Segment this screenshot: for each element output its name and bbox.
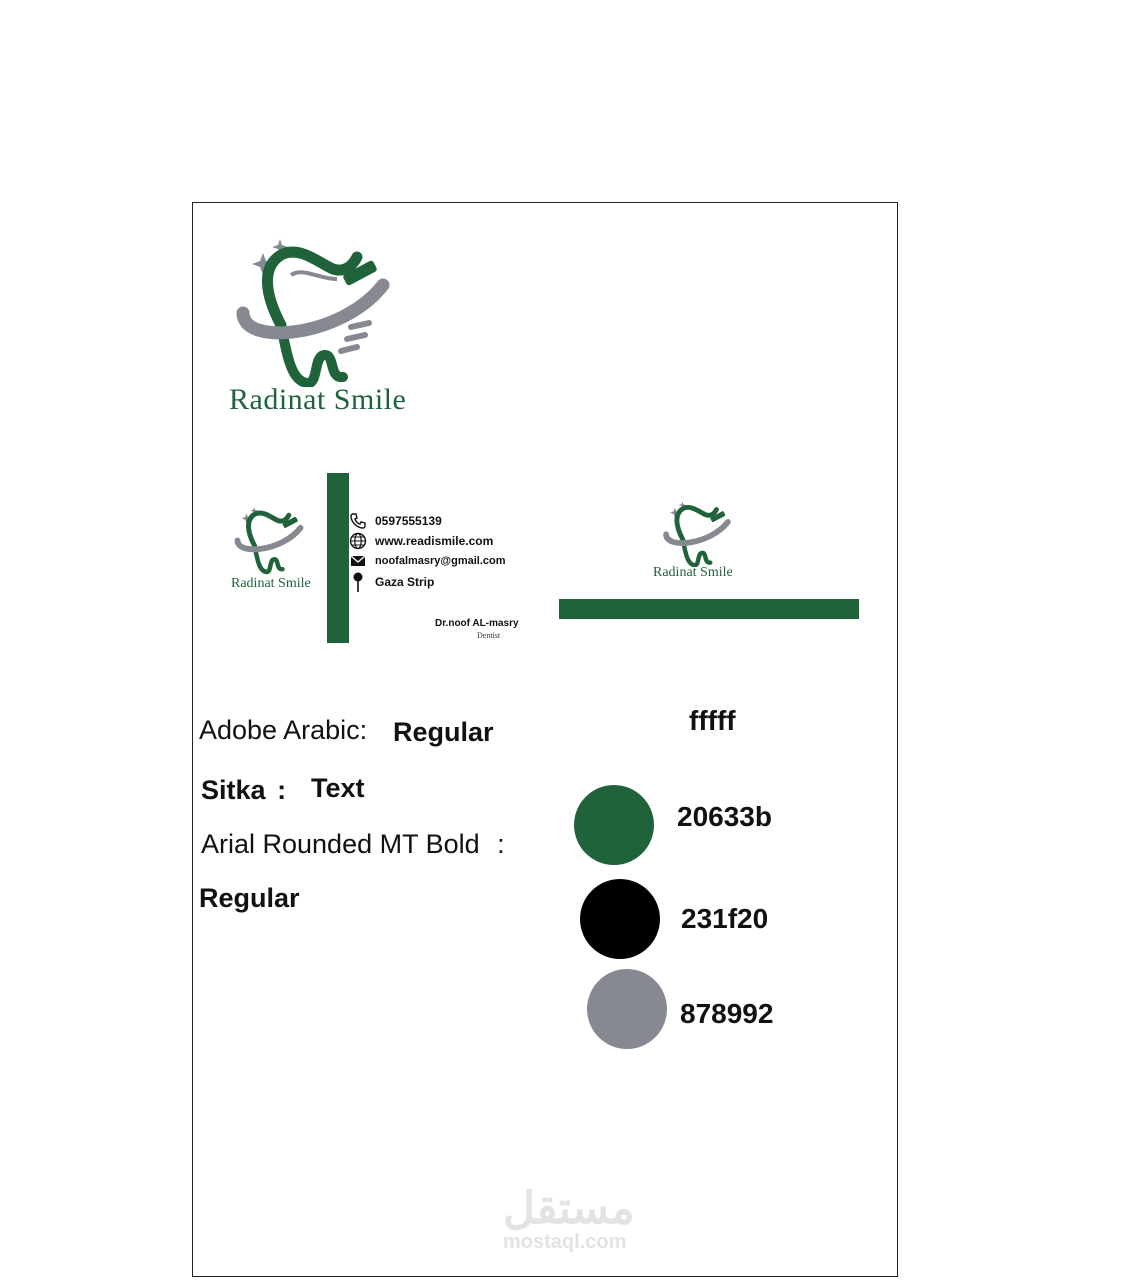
swatch-green	[574, 785, 654, 865]
email-address: noofalmasry@gmail.com	[375, 555, 506, 567]
brand-sheet	[192, 202, 898, 1277]
font-style-text: Text	[311, 773, 365, 803]
contact-website	[349, 531, 506, 551]
phone-number: 0597555139	[375, 514, 442, 528]
card-back-bottom-bar	[559, 599, 859, 619]
swatch-gray	[587, 969, 667, 1049]
person-name: Dr.noof AL-masry	[435, 618, 519, 629]
tooth-toothbrush-logo-icon	[233, 215, 393, 387]
location-pin-icon	[349, 571, 367, 593]
font-name-sitka: Sitka	[201, 775, 266, 805]
person-title: Dentist	[477, 631, 501, 640]
swatch-black	[580, 879, 660, 959]
phone-icon	[349, 512, 367, 530]
watermark-arabic: مستقل	[503, 1184, 635, 1233]
card-brand-name: Radinat Smile	[231, 576, 311, 591]
globe-icon	[349, 532, 367, 550]
tooth-toothbrush-logo-icon	[233, 495, 305, 575]
contact-info	[349, 511, 506, 593]
white-hex-label: fffff	[689, 705, 736, 736]
watermark-url: mostaql.com	[503, 1231, 627, 1253]
hex-label-green: 20633b	[677, 801, 772, 832]
font-style-regular-3: Regular	[199, 883, 300, 913]
location-text: Gaza Strip	[375, 575, 435, 589]
font-line-3: Arial Rounded MT Bold :	[201, 829, 505, 859]
card-back-brand-name: Radinat Smile	[653, 565, 733, 580]
font-line-1: Adobe Arabic:	[199, 715, 368, 745]
contact-location	[349, 571, 506, 593]
contact-phone	[349, 511, 506, 531]
font-line-2: Sitka :	[201, 775, 287, 805]
card-divider-bar	[327, 473, 349, 643]
tooth-toothbrush-logo-icon	[657, 491, 737, 567]
font-name-arial-rounded: Arial Rounded MT Bold	[201, 829, 480, 859]
font-style-regular-1: Regular	[393, 717, 494, 747]
website-url: www.readismile.com	[375, 534, 494, 548]
mail-icon	[349, 552, 367, 570]
contact-email	[349, 551, 506, 571]
hex-label-gray: 878992	[680, 998, 774, 1029]
font-name-adobe-arabic: Adobe Arabic	[199, 715, 360, 745]
hex-label-black: 231f20	[681, 903, 769, 934]
brand-name: Radinat Smile	[229, 383, 407, 416]
